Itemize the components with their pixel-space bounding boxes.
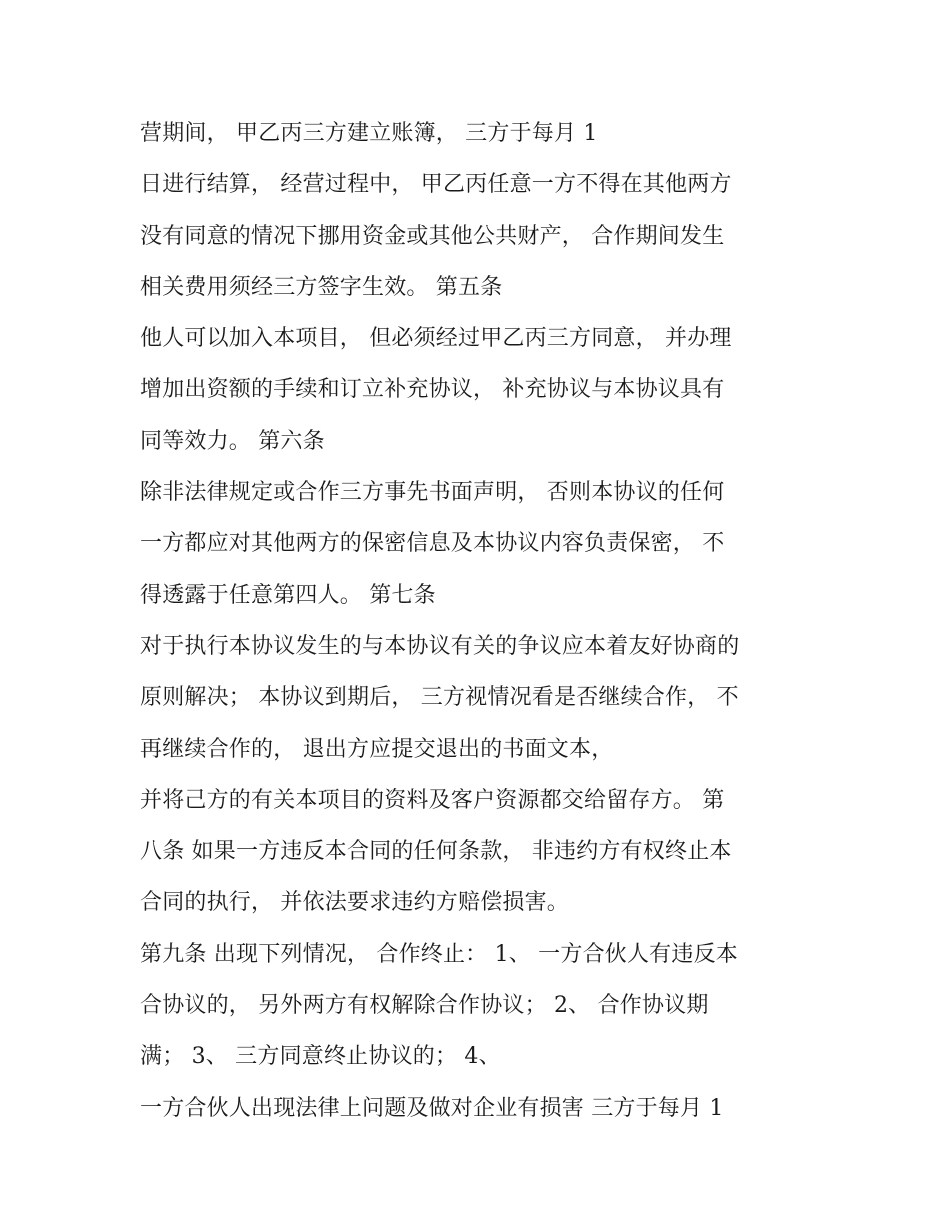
- text-line: 一方合伙人出现法律上问题及做对企业有损害 三方于每月 1: [140, 1095, 724, 1121]
- text-line: 再继续合作的， 退出方应提交退出的书面文本，: [140, 736, 614, 762]
- text-line: 满； 3、 三方同意终止协议的； 4、: [140, 1044, 501, 1070]
- text-line: 原则解决； 本协议到期后， 三方视情况看是否继续合作， 不: [140, 685, 739, 711]
- text-line: 除非法律规定或合作三方事先书面声明， 否则本协议的任何: [140, 480, 725, 506]
- text-line: 增加出资额的手续和订立补充协议， 补充协议与本协议具有: [140, 377, 725, 403]
- text-line: 并将己方的有关本项目的资料及客户资源都交给留存方。 第: [140, 787, 725, 813]
- text-line: 合同的执行， 并依法要求违约方赔偿损害。: [140, 890, 569, 916]
- text-line: 他人可以加入本项目， 但必须经过甲乙丙三方同意， 并办理: [140, 326, 732, 352]
- agreement-text-body: [140, 108, 830, 1134]
- text-line: 第九条 出现下列情况， 合作终止： 1、 一方合伙人有违反本: [140, 941, 738, 967]
- text-line: 一方都应对其他两方的保密信息及本协议内容负责保密， 不: [140, 531, 725, 557]
- text-line: 八条 如果一方违反本合同的任何条款， 非违约方有权终止本: [140, 839, 732, 865]
- text-line: 相关费用须经三方签字生效。 第五条: [140, 274, 503, 300]
- text-line: 得透露于任意第四人。 第七条: [140, 582, 436, 608]
- text-line: 没有同意的情况下挪用资金或其他公共财产， 合作期间发生: [140, 223, 725, 249]
- text-line: 对于执行本协议发生的与本协议有关的争议应本着友好协商的: [140, 633, 740, 659]
- text-line: 合协议的， 另外两方有权解除合作协议； 2、 合作协议期: [140, 993, 709, 1019]
- text-line: 日进行结算， 经营过程中， 甲乙丙任意一方不得在其他两方: [140, 172, 732, 198]
- text-line: 同等效力。 第六条: [140, 428, 325, 454]
- text-line: 营期间， 甲乙丙三方建立账簿， 三方于每月 1: [140, 121, 598, 146]
